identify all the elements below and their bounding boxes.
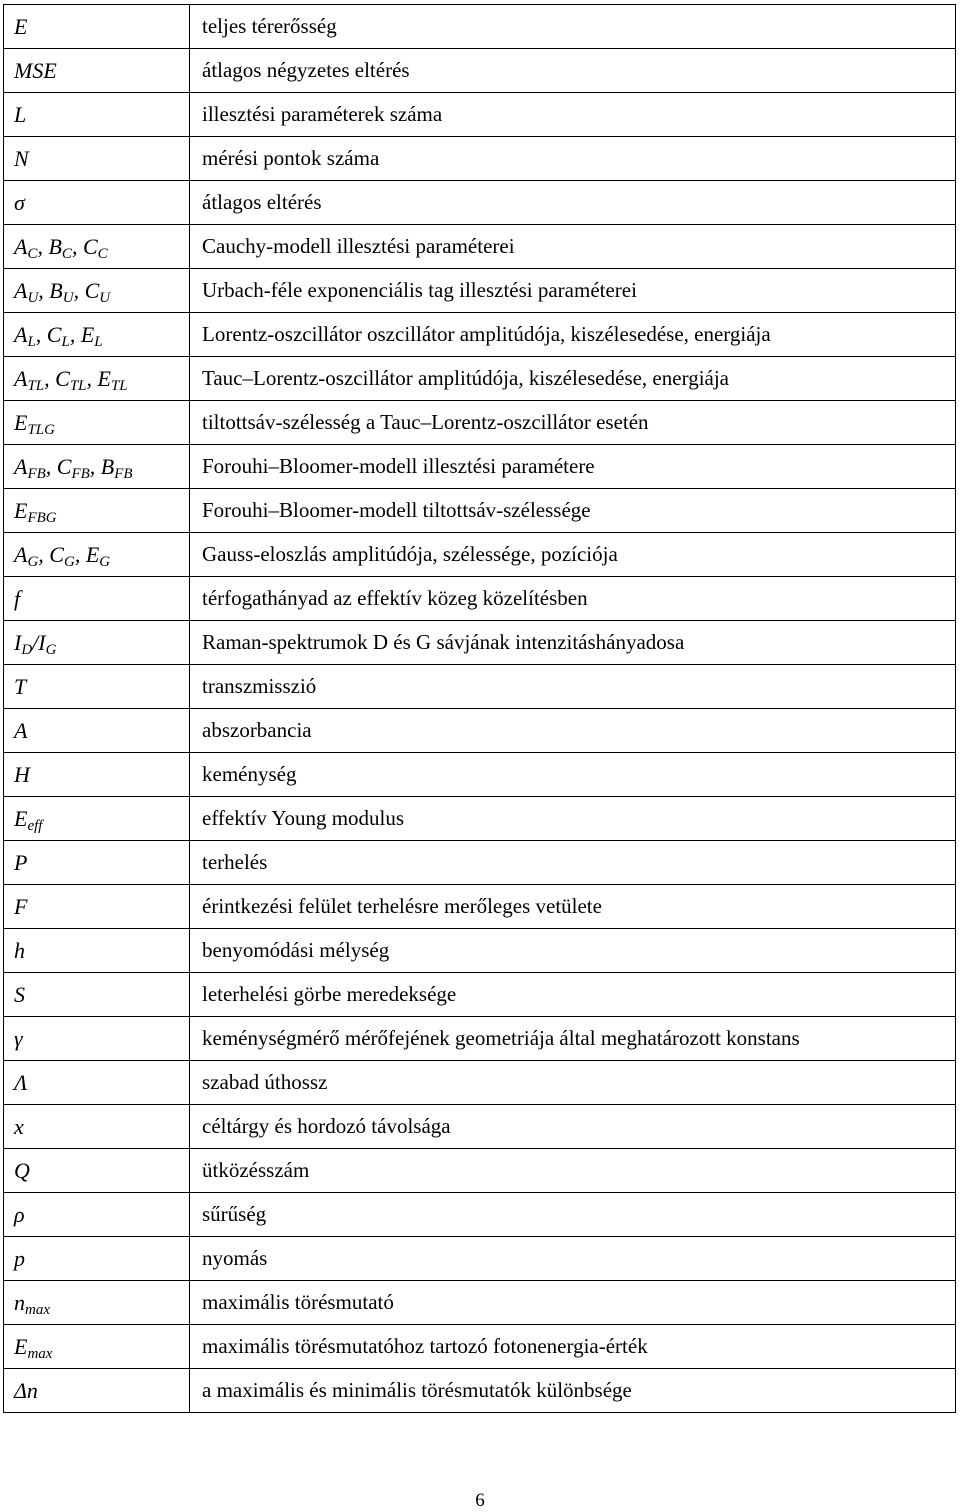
table-row [4, 973, 956, 1017]
table-row [4, 709, 956, 753]
symbol-cell: Q [4, 1149, 190, 1193]
table-row [4, 1149, 956, 1193]
table-row [4, 49, 956, 93]
symbol-cell: E⃗ [4, 5, 190, 49]
symbol-cell: $A_{TL}$, $C_{TL}$, $E_{TL}$ [4, 357, 190, 401]
table-row [4, 445, 956, 489]
description-cell: ütközésszám [190, 1149, 956, 1193]
description-cell: terhelés [190, 841, 956, 885]
description-cell: keménységmérő mérőfejének geometriája által meghatározott konstans [190, 1017, 956, 1061]
table-row [4, 93, 956, 137]
description-cell: Lorentz-oszcillátor oszcillátor amplitúdója, kiszélesedése, energiája [190, 313, 956, 357]
symbol-cell: σ [4, 181, 190, 225]
table-row [4, 1105, 956, 1149]
symbol-cell: H [4, 753, 190, 797]
table-row [4, 357, 956, 401]
description-cell: transzmisszió [190, 665, 956, 709]
symbol-cell: $A_G$, $C_G$, $E_G$ [4, 533, 190, 577]
symbol-cell: $I_D/I_G$ [4, 621, 190, 665]
symbol-cell: $A_U$, $B_U$, $C_U$ [4, 269, 190, 313]
description-cell: illesztési paraméterek száma [190, 93, 956, 137]
description-cell: maximális törésmutató [190, 1281, 956, 1325]
table-row [4, 577, 956, 621]
symbol-cell: T [4, 665, 190, 709]
symbol-cell: Δn [4, 1369, 190, 1413]
description-cell: leterhelési görbe meredeksége [190, 973, 956, 1017]
symbol-cell: x [4, 1105, 190, 1149]
description-cell: tiltottsáv-szélesség a Tauc–Lorentz-oszcillátor esetén [190, 401, 956, 445]
symbol-cell: $A_{FB}$, $C_{FB}$, $B_{FB}$ [4, 445, 190, 489]
symbol-cell: h [4, 929, 190, 973]
symbol-table [3, 4, 956, 1413]
symbol-cell: MSE [4, 49, 190, 93]
description-cell: Forouhi–Bloomer-modell illesztési paramétere [190, 445, 956, 489]
table-row [4, 929, 956, 973]
description-cell: Forouhi–Bloomer-modell tiltottsáv-szélessége [190, 489, 956, 533]
symbol-cell: S [4, 973, 190, 1017]
description-cell: effektív Young modulus [190, 797, 956, 841]
description-cell: teljes térerősség [190, 5, 956, 49]
table-row [4, 1325, 956, 1369]
symbol-cell: f [4, 577, 190, 621]
table-row [4, 5, 956, 49]
description-cell: Urbach-féle exponenciális tag illesztési paraméterei [190, 269, 956, 313]
description-cell: szabad úthossz [190, 1061, 956, 1105]
table-row [4, 753, 956, 797]
table-row [4, 885, 956, 929]
table-row [4, 1061, 956, 1105]
table-row [4, 665, 956, 709]
table-row [4, 181, 956, 225]
description-cell: a maximális és minimális törésmutatók különbsége [190, 1369, 956, 1413]
table-row [4, 1369, 956, 1413]
table-row [4, 1237, 956, 1281]
table-row [4, 533, 956, 577]
description-cell: Raman-spektrumok D és G sávjának intenzitáshányadosa [190, 621, 956, 665]
symbol-cell: $A_L$, $C_L$, $E_L$ [4, 313, 190, 357]
symbol-cell: ρ [4, 1193, 190, 1237]
description-cell: átlagos négyzetes eltérés [190, 49, 956, 93]
symbol-cell: $E_{max}$ [4, 1325, 190, 1369]
description-cell: Gauss-eloszlás amplitúdója, szélessége, pozíciója [190, 533, 956, 577]
symbol-cell: $A_C$, $B_C$, $C_C$ [4, 225, 190, 269]
description-cell: maximális törésmutatóhoz tartozó fotonenergia-érték [190, 1325, 956, 1369]
symbol-cell: L [4, 93, 190, 137]
description-cell: átlagos eltérés [190, 181, 956, 225]
table-row [4, 225, 956, 269]
table-row [4, 797, 956, 841]
description-cell: Cauchy-modell illesztési paraméterei [190, 225, 956, 269]
symbol-cell: $E_{eff}$ [4, 797, 190, 841]
description-cell: térfogathányad az effektív közeg közelítésben [190, 577, 956, 621]
table-row [4, 137, 956, 181]
symbol-cell: $n_{max}$ [4, 1281, 190, 1325]
table-row [4, 621, 956, 665]
table-row [4, 313, 956, 357]
table-row [4, 1281, 956, 1325]
description-cell: sűrűség [190, 1193, 956, 1237]
table-row [4, 841, 956, 885]
table-row [4, 269, 956, 313]
description-cell: keménység [190, 753, 956, 797]
symbol-cell: $E_{FBG}$ [4, 489, 190, 533]
description-cell: mérési pontok száma [190, 137, 956, 181]
symbol-cell: Λ [4, 1061, 190, 1105]
symbol-cell: p [4, 1237, 190, 1281]
description-cell: érintkezési felület terhelésre merőleges vetülete [190, 885, 956, 929]
symbol-cell: N [4, 137, 190, 181]
table-row [4, 489, 956, 533]
description-cell: céltárgy és hordozó távolsága [190, 1105, 956, 1149]
description-cell: nyomás [190, 1237, 956, 1281]
symbol-cell: γ [4, 1017, 190, 1061]
description-cell: benyomódási mélység [190, 929, 956, 973]
symbol-cell: P [4, 841, 190, 885]
description-cell: abszorbancia [190, 709, 956, 753]
table-row [4, 401, 956, 445]
table-row [4, 1193, 956, 1237]
description-cell: Tauc–Lorentz-oszcillátor amplitúdója, kiszélesedése, energiája [190, 357, 956, 401]
symbol-table-body [4, 5, 956, 1413]
table-row [4, 1017, 956, 1061]
symbol-cell: A [4, 709, 190, 753]
page-number: 6 [475, 1490, 485, 1511]
symbol-cell: F [4, 885, 190, 929]
symbol-cell: $E_{TLG}$ [4, 401, 190, 445]
